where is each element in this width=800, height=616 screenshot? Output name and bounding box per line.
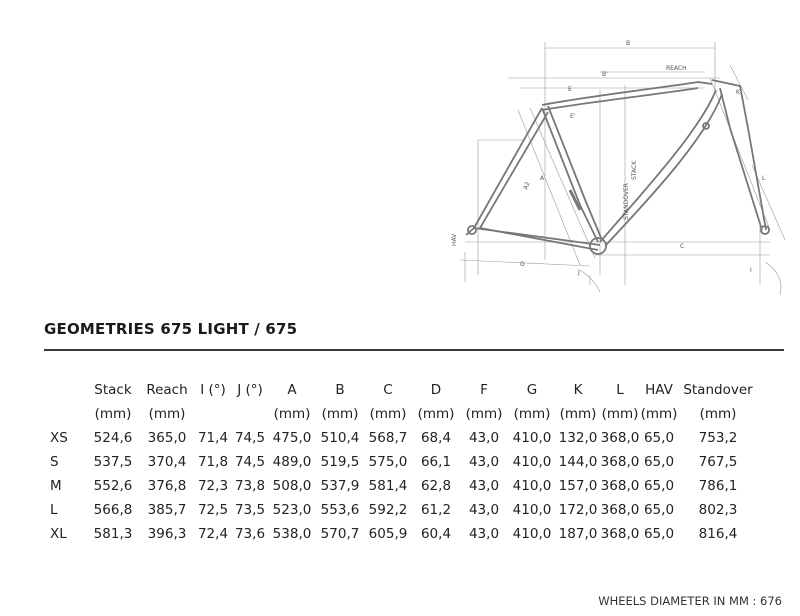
table-cell: 43,0 [468,502,500,518]
table-cell: 368,0 [600,526,640,542]
table-unit-cell [44,402,86,426]
diagram-label: E [568,86,572,93]
table-row [44,450,758,474]
table-cell: 68,4 [420,430,452,446]
table-unit-cell: (mm) [417,406,455,422]
table-cell: 74,5 [234,430,266,446]
table-header-cell: A [287,382,297,398]
size-label-cell: XL [50,526,67,542]
table-header-cell [44,378,86,402]
table-cell: 65,0 [643,526,675,542]
table-cell: 60,4 [420,526,452,542]
table-cell: 802,3 [698,502,738,518]
diagram-label: HAV [451,233,458,246]
diagram-label: A2 [522,180,532,191]
table-cell: 71,4 [197,430,229,446]
table-cell: 65,0 [643,502,675,518]
table-unit-cell: (mm) [321,406,359,422]
table-cell: 43,0 [468,454,500,470]
table-header-cell: Stack [94,382,132,398]
table-unit-row [44,402,758,426]
table-cell: 376,8 [147,478,187,494]
table-header-cell: G [526,382,538,398]
table-cell: 396,3 [147,526,187,542]
table-cell: 43,0 [468,526,500,542]
diagram-label: K [736,89,740,96]
table-cell: 605,9 [368,526,408,542]
table-cell: 73,5 [234,502,266,518]
table-cell: 157,0 [558,478,598,494]
table-header-cell: F [480,382,488,398]
table-cell: 66,1 [420,454,452,470]
diagram-label: E' [570,113,576,120]
table-cell: 508,0 [272,478,312,494]
table-unit-cell [232,402,268,426]
table-cell: 187,0 [558,526,598,542]
table-cell: 581,3 [93,526,133,542]
table-cell: 410,0 [512,478,552,494]
table-cell: 537,9 [320,478,360,494]
table-cell: 570,7 [320,526,360,542]
geometry-table [44,378,758,546]
table-header-cell: I (°) [200,382,226,398]
table-row [44,426,758,450]
diagram-label: G [520,261,525,268]
table-cell: 72,4 [197,526,229,542]
diagram-label: L [762,175,766,182]
table-cell: 489,0 [272,454,312,470]
table-cell: 552,6 [93,478,133,494]
table-cell: 767,5 [698,454,738,470]
table-cell: 368,0 [600,478,640,494]
diagram-label: B' [602,71,608,78]
table-unit-cell: (mm) [601,406,639,422]
table-cell: 566,8 [93,502,133,518]
table-cell: 410,0 [512,454,552,470]
table-cell: 385,7 [147,502,187,518]
table-unit-cell: (mm) [640,406,678,422]
table-unit-cell: (mm) [94,406,132,422]
table-cell: 368,0 [600,454,640,470]
table-header-cell: B [335,382,345,398]
size-label-cell: L [50,502,58,518]
page-title: GEOMETRIES 675 LIGHT / 675 [44,320,298,338]
table-cell: 786,1 [698,478,738,494]
table-header-cell: Reach [146,382,188,398]
table-header-cell: J (°) [237,382,263,398]
diagram-label: A [540,175,545,182]
diagram-label: J [578,269,580,276]
size-label-cell: S [50,454,59,470]
table-cell: 523,0 [272,502,312,518]
table-unit-cell: (mm) [699,406,737,422]
table-cell: 73,6 [234,526,266,542]
table-cell: 510,4 [320,430,360,446]
table-row [44,474,758,498]
table-cell: 538,0 [272,526,312,542]
table-header-cell: L [616,382,624,398]
table-unit-cell: (mm) [148,406,186,422]
table-cell: 72,3 [197,478,229,494]
table-cell: 65,0 [643,478,675,494]
diagram-label: C [680,243,685,250]
table-unit-cell: (mm) [369,406,407,422]
title-divider [44,349,784,351]
frame-geometry-diagram [430,30,790,300]
table-cell: 172,0 [558,502,598,518]
table-cell: 368,0 [600,502,640,518]
table-cell: 72,5 [197,502,229,518]
table-cell: 62,8 [420,478,452,494]
table-cell: 568,7 [368,430,408,446]
table-header-cell: HAV [645,382,673,398]
table-cell: 410,0 [512,526,552,542]
table-cell: 144,0 [558,454,598,470]
table-cell: 65,0 [643,454,675,470]
table-cell: 73,8 [234,478,266,494]
table-cell: 365,0 [147,430,187,446]
table-cell: 410,0 [512,430,552,446]
table-cell: 581,4 [368,478,408,494]
table-cell: 519,5 [320,454,360,470]
table-unit-cell: (mm) [273,406,311,422]
table-cell: 816,4 [698,526,738,542]
table-header-cell: C [383,382,393,398]
table-cell: 592,2 [368,502,408,518]
table-unit-cell: (mm) [559,406,597,422]
diagram-label: STACK [631,160,638,180]
diagram-label: I [750,267,752,274]
table-cell: 368,0 [600,430,640,446]
table-cell: 43,0 [468,478,500,494]
table-cell: 65,0 [643,430,675,446]
diagram-label: B [626,40,631,47]
table-unit-cell: (mm) [513,406,551,422]
wheels-diameter-note: WHEELS DIAMETER IN MM : 676 [598,594,782,608]
table-row [44,498,758,522]
table-header-row [44,378,758,402]
table-cell: 74,5 [234,454,266,470]
table-cell: 575,0 [368,454,408,470]
table-cell: 370,4 [147,454,187,470]
table-cell: 524,6 [93,430,133,446]
table-cell: 71,8 [197,454,229,470]
table-cell: 553,6 [320,502,360,518]
table-cell: 132,0 [558,430,598,446]
table-unit-cell: (mm) [465,406,503,422]
table-header-cell: D [430,382,442,398]
table-cell: 753,2 [698,430,738,446]
table-cell: 43,0 [468,430,500,446]
table-cell: 61,2 [420,502,452,518]
table-row [44,522,758,546]
table-cell: 537,5 [93,454,133,470]
table-unit-cell [194,402,232,426]
table-header-cell: K [573,382,583,398]
table-cell: 475,0 [272,430,312,446]
size-label-cell: M [50,478,62,494]
table-cell: 410,0 [512,502,552,518]
table-header-cell: Standover [683,382,753,398]
size-label-cell: XS [50,430,68,446]
diagram-label: STANDOVER [623,183,630,220]
diagram-label: REACH [666,65,687,72]
